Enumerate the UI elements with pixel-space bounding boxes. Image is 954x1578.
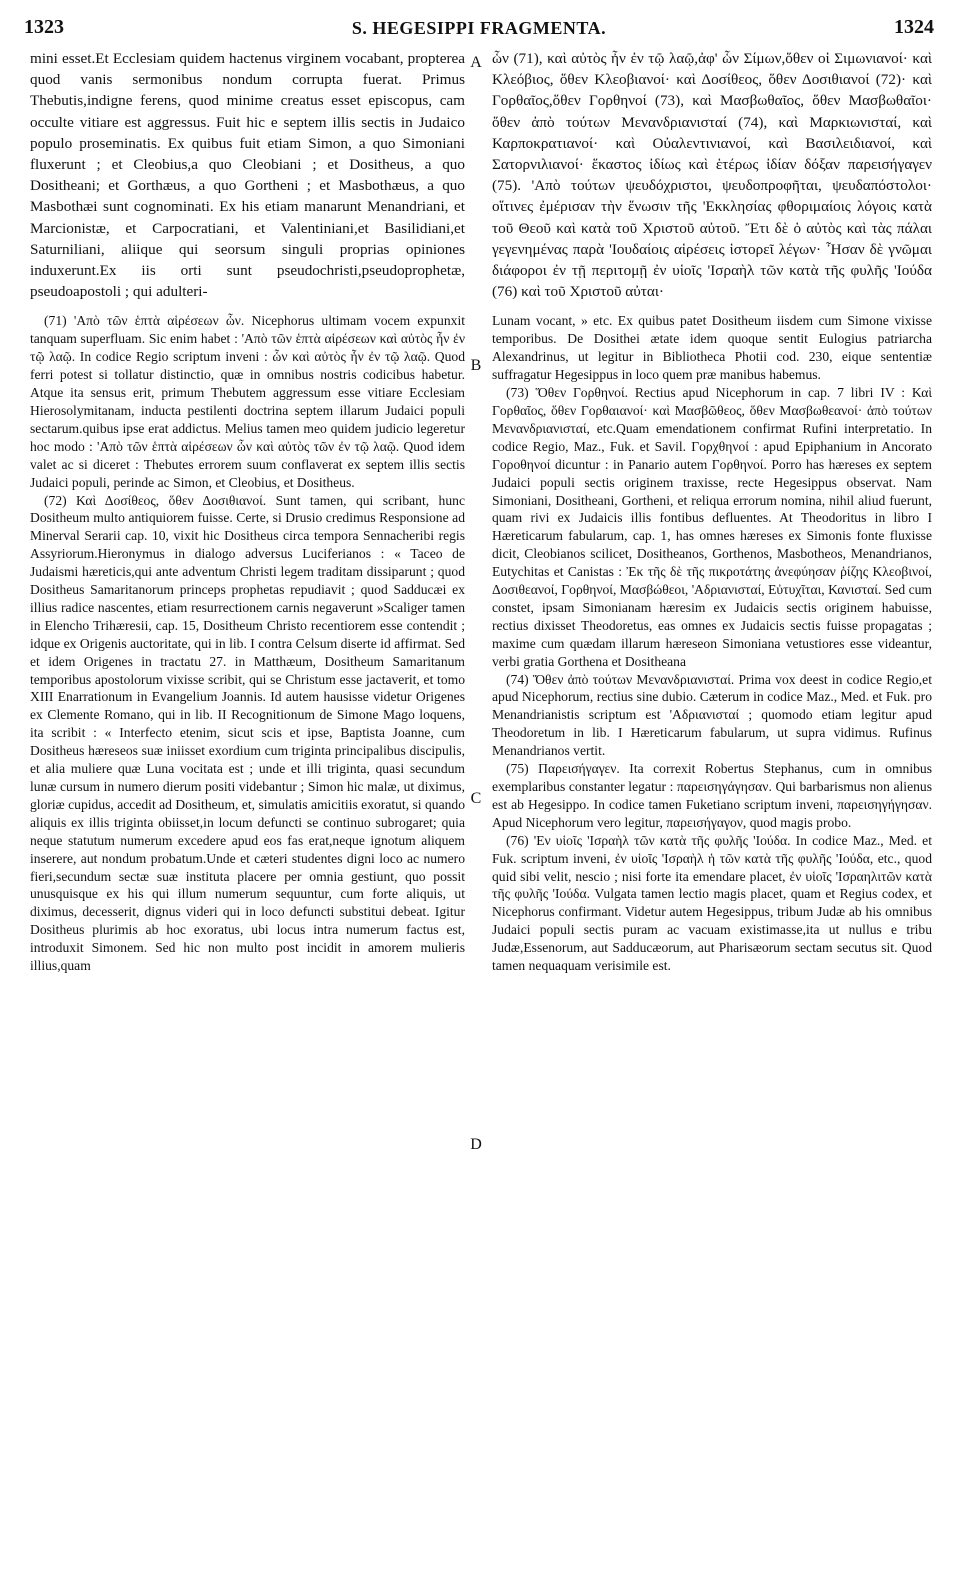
note-72: (72) Καὶ Δοσίθεος, ὅθεν Δοσιθιανοί. Sunt tamen, qui scribant, hunc Dositheum multo antiquiorem fuisse. Certe, si Drusio credimus Responsione ad Minerval Serarii cap. 10, vixit hic Dositheus circa tempora Sennacheribi regis Assyriorum.Hieronymus in dialogo adversus Luciferianos : « Taceo de Judaismi hæreticis,qui ante adventum Christi legem traditam dissiparunt ; quod Dositheus Samaritanorum princeps prophetas repudiavit ; quod Sadducæi ex illius radice nascentes, etiam resurrectionem carnis negaverunt »Scaliger tamen in Elencho Trihæresii, cap. 15, Dositheum Christo recentiorem esse contendit ; idque ex Origenis auctoritate, qui in lib. I contra Celsum diserte id affirmat. Sed et idem Origenes in tractatu 27. in Matthæum, Dositheum Samaritanum temporibus apostolorum vixisse scribit, qui se Christum esse jactaverit, et tomo XIII Enarrationum in Evangelium Joannis. Id autem hausisse videtur Origenes ex Clemente Romano, qui in lib. II Recognitionum de Simone Mago loquens, ita scribit : « Interfecto etenim, sicut scis et ipse, Baptista Joanne, cum Dositheus hæreseos suæ iniisset exordium cum triginta principalibus discipulis, et alia muliere quæ Luna vocitata est ; unde et illi triginta, quasi secundum lunæ cursum in numero dierum positi videbantur ; Simon hic malæ, ut diximus, gloriæ cupidus, accedit ad Dositheum, et, simulatis amicitiis exoratut, si quando aliquis ex illis triginta obiisset,in locum defuncti se continuo subrogaret; quia neque statutum numerum excedere apud eos fas erat,neque ignotum aliquem inserere, aut nondum probatum.Unde et cæteri studentes digni loco ac numero fieri,secundum sectæ suæ instituta placere per omnia gestiunt, quo possit unusquisque ex his qui illum numerum sequuntur, cum forte aliquis, ut diximus, decesserit, dignus videri qui in loco defuncti substitui debeat. Igitur Dositheus plurimis ab hoc exoratus, ubi locus intra numerum factus est, introduxit Simonem. Sed hic non multo post incidit in amorem mulieris illius,quam (30, 492, 465, 974)
note-74: (74) Ὅθεν ἀπὸ τούτων Μενανδριανισταί. Prima vox deest in codice Regio,et apud Nicephorum, rectius sine dubio. Cæterum in codice Maz., Med. et Fuk. pro Menandrianistis scriptum est 'Αδριανισταί ; quomodo etiam legitur apud Theodoretum in lib. I Hæreticarum fabularum, ut supra vidimus. Rufinus Menandrianos vertit. (492, 671, 932, 759)
greek-main-text: ὧν (71), καὶ αὐτὸς ἦν ἐν τῷ λαῷ,ἀφ' ὧν Σίμων,ὅθεν οἱ Σιμωνιανοί· καὶ Κλεόβιος, ὅθεν Κλεοβιανοί· καὶ Δοσίθεος, ὅθεν Δοσιθιανοί (72)· καὶ Γορθαῖος,ὅθεν Γορθηνοί (73), καὶ Μασβωθαῖος, ὅθεν Μασβωθαῖοι· ὅθεν ἀπὸ τούτων Μενανδριανισταί (74), καὶ Μαρκιωνισταί, καὶ Καρποκρατιανοί· καὶ Οὐαλεντινιανοί, καὶ Βασιλειδιανοί, καὶ Σατορνιλιανοί· ἕκαστος ἰδίως καὶ ἑτέρως ἰδίαν δόξαν παρεισήγαγεν (75). 'Απὸ τούτων ψευδόχριστοι, ψευδοπροφῆται, ψευδαπόστολοι· οἵτινες ἐμέρισαν τὴν ἕνωσιν τῆς 'Εκκλησίας φθοριμαίοις λόγοις κατὰ τοῦ Θεοῦ καὶ κατὰ τοῦ Χριστοῦ αὐτοῦ. Ἔτι δὲ ὁ αὐτὸς καὶ τὰς πάλαι γεγενημένας παρὰ 'Ιουδαίοις αἱρέσεις ἱστορεῖ λέγων· Ἦσαν δὲ γνῶμαι διάφοροι ἐν τῇ περιτομῇ ἐν υἱοῖς 'Ισραὴλ τῶν κατὰ τῆς φυλῆς 'Ιούδα (76) καὶ τοῦ Χριστοῦ αὐται· (492, 50, 932, 301)
note-73: (73) Ὅθεν Γορθηνοί. Rectius apud Nicephorum in cap. 7 libri IV : Καὶ Γορθαῖος, ὅθεν Γορθαιανοί· καὶ Μασβῶθεος, ὅθεν Μασβωθεανοί· ἀπὸ τούτων Μενανδριανισταί, etc.Quam emendationem confirmat Rufini interpretatio. In codice Regio, Maz., Fuk. et Savil. Γορχθηνοί : apud Epiphanium in Ancorato Γοροθηνοί dicuntur : in Panario autem Γορθηνοί. Porro has hæreses ex septem Judaici populi sectis originem traxisse, recte Hegesippus observat. Nam Simoniani, Dositheani, Gortheni, et reliqua errorum nomina, nihil aliud fuerunt, quam rivi ex Judaicis illis fontibus defluentes. At Theodoritus in libro I Hæreticarum fabularum, cap. 1, has omnes hæreses ex Simonis fonte fluxisse dicit, Cleobianos scilicet, Dositheanos, Gorthenos, Masbotheos, Menandrianos, Eutychitas et Canistas : Ἐκ τῆς δὲ τῆς πικροτάτης ἀνεφύησαν ῥίζης Κλεοβινοί, Δοσιθεανοί, Γορθηνοί, Μασβώθεοι, 'Αδριανισταί, Εὐτυχῖται, Κανισταί. Sed cum constet, ipsam Simonianam hæresim ex Judaicis sectis originem habuisse, rectius dixisset Theodoretus, eas omnes ex Judaicis sectis fuisse propagatas ; maxime cum quædam illarum hæreseon Simoniana vetustiores esse videantur, verbi gratia Gorthena et Dositheana (492, 385, 932, 669)
note-75: (75) Παρεισήγαγεν. Ita correxit Robertus Stephanus, cum in omnibus exemplaribus constanter legatur : παρεισηγάγησαν. Qui barbarismus non alienus est ab Hegesippo. In codice tamen Fuketiano scriptum inveni, παρεισηγήγησαν. Apud Nicephorum vero legitur, παρεισήγαγον, quod magis probo. (492, 761, 932, 830)
note-71: (71) 'Απὸ τῶν ἑπτὰ αἱρέσεων ὧν. Nicephorus ultimam vocem expunxit tanquam superfluam. Sic enim habet : 'Απὸ τῶν ἑπτὰ αἱρέσεων καὶ αὐτὸς ἦν ἐν τῷ λαῷ. In codice Regio scriptum inveni : ὧν καὶ αὐτὸς ἦν ἐν τῷ λαῷ. Quod ferri potest si tollatur distinctio, quæ in omnibus nostris codicibus habetur. Atque ita sensus erit, primum Thebutem aggressum esse vitiare Ecclesiam Hierosolymitanam, inducta pestilenti doctrina septem illarum Judaici populi sectarum.quibus ipse erat addictus. Melius tamen meo quidem judicio legeretur hoc modo : 'Απὸ τῶν ἑπτὰ αἱρέσεων ὧν καὶ αὐτὸς τῶν ἐν τῷ λαῷ. Quod idem valet ac si diceret : Thebutes errorem suum conflaverat ex septem illis sectis Judaici populi, perinde ac Simon, et Cleobius, et Dositheus. (30, 313, 465, 490)
margin-marker-c: C (470, 790, 482, 807)
left-column (30, 48, 465, 1570)
page-header (24, 10, 934, 44)
note-72-continued: Lunam vocant, » etc. Ex quibus patet Dositheum iisdem cum Simone vixisse temporibus. De Dosithei ætate idem quoque sentit Eulogius patriarcha Alexandrinus, ut legitur in Bibliotheca Photii cod. 230, eique sententiæ suffragatur Hegesippus in loco quem præ manibus habemus. (492, 313, 932, 383)
running-title: S. HEGESIPPI FRAGMENTA. (351, 18, 607, 38)
margin-marker-a: A (470, 54, 482, 71)
note-76: (76) 'Εν υἱοῖς 'Ισραὴλ τῶν κατὰ τῆς φυλῆς 'Ιούδα. In codice Maz., Med. et Fuk. scriptum inveni, ἐν υἱοῖς 'Ισραὴλ ἡ τῶν κατὰ τῆς φυλῆς 'Ιούδα, etc., quod quid sibi velit, nescio ; nisi forte ita emendare placet, ἐν υἱοῖς 'Ισραηλιτῶν κατὰ τῆς φυλῆς 'Ιούδα. Vulgata tamen lectio magis placet, quam et Regius codex, et Nicephorus confirmant. Videtur autem Hegesippus, tribum Judæ ab his omnibus Judaici populi sectis puram ac vacuam existimasse,ita ut nullus e tribu Judæ,Essenorum, aut Sadducæorum, aut Pharisæorum sectam secutus sit. Quod tamen nequaquam verisimile est. (492, 832, 932, 974)
page-number-left: 1323 (24, 16, 64, 38)
latin-main-text: mini esset.Et Ecclesiam quidem hactenus virginem vocabant, propterea quod vanis sermonibus nondum corrupta fuerat. Primus Thebutis,indigne ferens, quod minime creatus esset episcopus, cam occulte vitiare est aggressus. Fuit hic e septem illis sectis in Judaico populo proseminatis. Ex quibus fuit etiam Simon, a quo Simoniani fluxerunt ; et Cleobius,a quo Cleobiani ; et Dositheus, a quo Dositheani; et Gorthæus, a quo Gortheni ; et Masbothæus, a quo Masbothæi sunt cognominati. Ex his etiam manarunt Menandriani, et Marcionistæ, et Carpocratiani, et Valentiniani,et Basilidiani,et Saturniliani, aliique qui seorsum singuli proprias opiniones induxerunt.Ex iis orti sunt pseudochristi,pseudoprophetæ, pseudoapostoli ; qui adulteri- (30, 50, 465, 301)
margin-marker-b: B (470, 357, 482, 374)
page-number-right: 1324 (894, 16, 934, 38)
margin-marker-d: D (470, 1136, 482, 1153)
right-column (492, 48, 932, 1570)
